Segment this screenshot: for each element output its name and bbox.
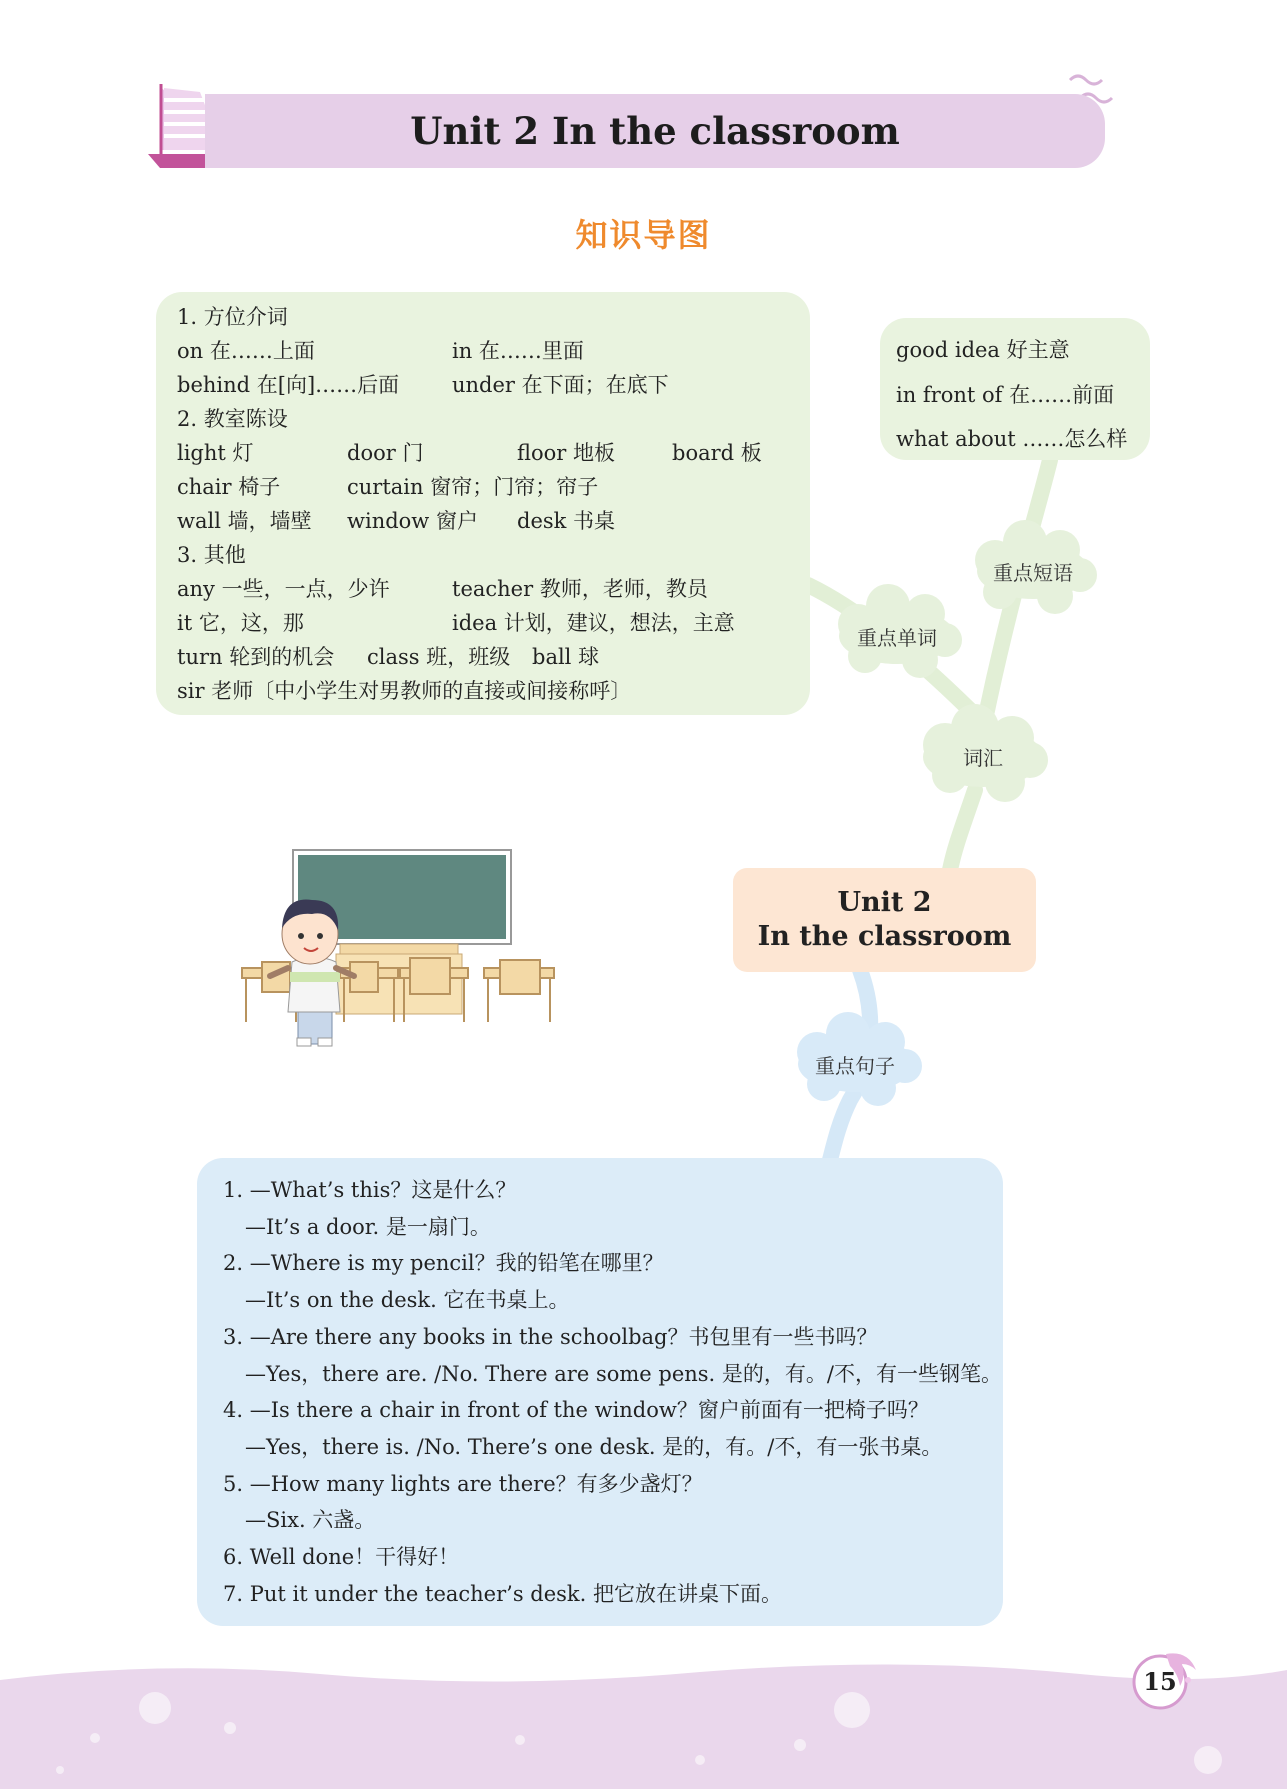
vocab-item: desk 书桌 [517, 509, 616, 533]
vocab-item: floor 地板 [517, 441, 616, 465]
vocab-item: light 灯 [177, 441, 254, 465]
sentence-line: 4. —Is there a chair in front of the window？窗户前面有一把椅子吗？ [223, 1398, 929, 1423]
sentence-line: 3. —Are there any books in the schoolbag？书包里有一些书吗？ [223, 1324, 878, 1349]
vocab-category: 2. 教室陈设 [177, 407, 288, 431]
node-key-words: 重点单词 [857, 626, 937, 650]
mindmap-center-node [733, 868, 1036, 972]
footer-wave [0, 1660, 1287, 1789]
vocab-item: sir 老师〔中小学生对男教师的直接或间接称呼〕 [177, 679, 632, 703]
sentence-line: —Yes，there are. /No. There are some pens. 是的，有。/不，有一些钢笔。 [245, 1361, 1002, 1386]
node-key-sentences: 重点句子 [815, 1054, 895, 1078]
phrase-item: what about ……怎么样 [896, 427, 1128, 451]
vocab-item: curtain 窗帘；门帘；帘子 [347, 475, 599, 499]
vocab-item: window 窗户 [347, 509, 478, 533]
vocab-category: 1. 方位介词 [177, 305, 288, 329]
vocab-item: on 在……上面 [177, 339, 315, 363]
node-key-phrases: 重点短语 [993, 561, 1073, 585]
sentence-line: —It’s on the desk. 它在书桌上。 [245, 1288, 570, 1313]
sentence-line: 6. Well done！干得好！ [223, 1545, 460, 1570]
vocab-item: class 班，班级 [367, 645, 511, 669]
vocab-item: under 在下面；在底下 [452, 373, 669, 397]
sentence-line: 1. —What’s this？这是什么？ [223, 1178, 517, 1202]
vocab-item: it 它，这，那 [177, 611, 304, 635]
sentence-line: 2. —Where is my pencil？我的铅笔在哪里？ [223, 1251, 664, 1276]
vocab-item: board 板 [672, 441, 762, 465]
vocab-item: ball 球 [532, 645, 600, 669]
vocab-item: door 门 [347, 441, 424, 465]
node-vocabulary: 词汇 [963, 746, 1003, 770]
phrases-box [880, 318, 1150, 460]
vocab-category: 3. 其他 [177, 543, 246, 567]
sentence-line: —It’s a door. 是一扇门。 [245, 1214, 491, 1239]
vocab-item: behind 在[向]……后面 [177, 373, 400, 397]
section-title: 知识导图 [575, 216, 712, 254]
vocab-item: any 一些，一点，少许 [177, 577, 390, 601]
phrase-item: good idea 好主意 [896, 338, 1070, 362]
classroom-illustration [242, 850, 554, 1046]
vocab-item: idea 计划，建议，想法，主意 [452, 611, 735, 635]
sentence-line: —Six. 六盏。 [245, 1508, 376, 1533]
vocab-item: wall 墙，墙壁 [177, 509, 312, 533]
sentence-line: —Yes，there is. /No. There’s one desk. 是的，有。/不，有一张书桌。 [245, 1434, 943, 1459]
center-node-line2: In the classroom [757, 921, 1012, 952]
vocab-item: teacher 教师，老师，教员 [452, 577, 708, 601]
sentence-line: 7. Put it under the teacher’s desk. 把它放在讲桌下面。 [223, 1581, 783, 1606]
sentence-line: 5. —How many lights are there？有多少盏灯？ [223, 1471, 703, 1496]
center-node-line1: Unit 2 [837, 887, 932, 918]
phrase-item: in front of 在……前面 [896, 382, 1115, 407]
vocab-item: chair 椅子 [177, 475, 281, 499]
page-number: 15 [1143, 1667, 1177, 1696]
page-title: Unit 2 In the classroom [410, 109, 900, 153]
key-sentences-box [197, 1158, 1003, 1626]
vocab-item: turn 轮到的机会 [177, 645, 335, 669]
vocab-item: in 在……里面 [452, 339, 584, 363]
